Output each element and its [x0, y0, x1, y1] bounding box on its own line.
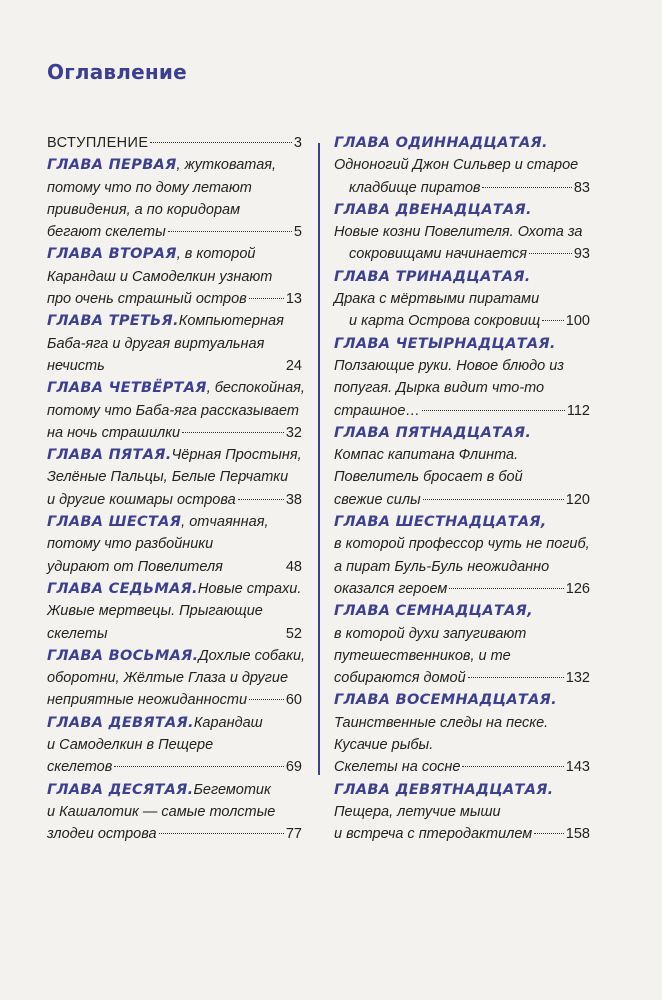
- page-number: 24: [285, 357, 302, 374]
- toc-entry[interactable]: [47, 310, 302, 377]
- dot-leader: [238, 499, 284, 500]
- chapter-description: бегают скелеты: [47, 224, 166, 241]
- toc-line: [334, 221, 590, 243]
- toc-line: [47, 511, 302, 533]
- chapter-description: Новые козни Повелителя. Охота за: [334, 224, 583, 241]
- chapter-description: страшное…: [334, 402, 420, 419]
- chapter-heading: ГЛАВА ВОСЕМНАДЦАТАЯ.: [334, 692, 557, 709]
- chapter-description: Чёрная Простыня,: [171, 447, 302, 464]
- chapter-heading: ГЛАВА ВТОРАЯ: [47, 246, 177, 263]
- chapter-heading: ГЛАВА СЕМНАДЦАТАЯ,: [334, 603, 533, 620]
- dot-leader: [482, 187, 571, 188]
- toc-line: [47, 756, 302, 778]
- toc-line: [47, 623, 302, 645]
- chapter-description: про очень страшный остров: [47, 291, 247, 308]
- dot-leader: [249, 699, 284, 700]
- chapter-description: Живые мертвецы. Прыгающие: [47, 603, 263, 620]
- toc-line: [47, 154, 302, 176]
- toc-entry[interactable]: [334, 779, 590, 846]
- chapter-heading: ГЛАВА ВОСЬМАЯ.: [47, 647, 199, 664]
- page-number: 3: [293, 135, 302, 151]
- toc-line: [334, 132, 590, 154]
- chapter-description: Ползающие руки. Новое блюдо из: [334, 357, 565, 374]
- dot-leader: [249, 298, 284, 299]
- page-number: 93: [573, 246, 590, 263]
- toc-line: [47, 243, 302, 265]
- toc-line: [334, 400, 590, 422]
- toc-line: [334, 422, 590, 444]
- page-number: 13: [285, 291, 302, 308]
- toc-left-column: [47, 132, 306, 846]
- toc-line: [47, 734, 302, 756]
- dot-leader: [182, 432, 284, 433]
- dot-leader: [114, 766, 284, 767]
- toc-line: [334, 444, 590, 466]
- toc-line: [334, 177, 590, 199]
- chapter-description: Одноногий Джон Сильвер и старое: [334, 157, 579, 174]
- page-number: 48: [285, 558, 302, 575]
- dot-leader: [107, 365, 284, 366]
- chapter-description: оказался героем: [334, 580, 448, 597]
- dot-leader: [534, 833, 564, 834]
- toc-line: [334, 266, 590, 288]
- toc-line: [334, 756, 590, 778]
- toc-line: [334, 734, 590, 756]
- toc-line: [334, 556, 590, 578]
- chapter-description: Компьютерная: [178, 313, 284, 330]
- toc-line: [47, 288, 302, 310]
- page-number: 60: [285, 692, 302, 709]
- chapter-description: потому что по дому летают: [47, 179, 252, 196]
- chapter-description: привидения, а по коридорам: [47, 201, 241, 218]
- toc-line: [47, 667, 302, 689]
- chapter-description: кладбище пиратов: [349, 179, 481, 196]
- chapter-description: скелетов: [47, 759, 113, 776]
- toc-entry[interactable]: [334, 199, 590, 266]
- dot-leader: [462, 766, 563, 767]
- toc-entry[interactable]: [47, 645, 306, 712]
- page-number: 158: [565, 826, 590, 843]
- chapter-heading: ГЛАВА ШЕСТНАДЦАТАЯ,: [334, 514, 547, 531]
- chapter-description: свежие силы: [334, 491, 421, 508]
- page-title: Оглавление: [47, 60, 187, 84]
- toc-line: [47, 377, 305, 399]
- chapter-heading: ГЛАВА ОДИННАДЦАТАЯ.: [334, 135, 548, 151]
- page-number: 143: [565, 759, 590, 776]
- toc-line: [47, 712, 302, 734]
- chapter-description: попугая. Дырка видит что-то: [334, 380, 545, 397]
- toc-right-column: [334, 132, 590, 846]
- page-number: 5: [293, 224, 302, 241]
- chapter-description: скелеты: [47, 625, 108, 642]
- toc-line: [334, 823, 590, 845]
- toc-entry[interactable]: [47, 377, 305, 444]
- chapter-description: в которой духи запугивают: [334, 625, 527, 642]
- chapter-description: , жутковатая,: [176, 157, 277, 174]
- dot-leader: [423, 499, 564, 500]
- toc-line: [334, 689, 590, 711]
- chapter-description: ВСТУПЛЕНИЕ: [47, 135, 149, 151]
- chapter-description: путешественников, и те: [334, 647, 511, 664]
- toc-line: [334, 199, 590, 221]
- toc-line: [334, 333, 590, 355]
- page-number: 52: [285, 625, 302, 642]
- page-number: 32: [285, 424, 302, 441]
- toc-line: [334, 355, 590, 377]
- dot-leader: [468, 677, 564, 678]
- chapter-description: Дохлые собаки,: [198, 647, 306, 664]
- toc-line: [47, 466, 302, 488]
- chapter-heading: ГЛАВА ПЯТАЯ.: [47, 447, 172, 464]
- toc-entry[interactable]: [334, 422, 590, 511]
- chapter-heading: ГЛАВА ТРИНАДЦАТАЯ.: [334, 268, 531, 285]
- toc-line: [47, 444, 302, 466]
- chapter-description: , беспокойная,: [206, 380, 305, 397]
- dot-leader: [168, 231, 292, 232]
- toc-entry[interactable]: [334, 511, 590, 600]
- toc-entry[interactable]: [47, 511, 302, 578]
- chapter-heading: ГЛАВА ДЕСЯТАЯ.: [47, 781, 194, 798]
- toc-line: [334, 310, 590, 332]
- toc-line: [47, 177, 302, 199]
- chapter-description: собираются домой: [334, 670, 466, 687]
- chapter-description: Бегемотик: [193, 781, 271, 798]
- dot-leader: [159, 833, 284, 834]
- chapter-description: нечисть: [47, 357, 105, 374]
- toc-line: [47, 779, 302, 801]
- chapter-heading: ГЛАВА ПЯТНАДЦАТАЯ.: [334, 424, 532, 441]
- toc-entry[interactable]: [47, 712, 302, 779]
- toc-line: [334, 600, 590, 622]
- toc-entry[interactable]: [47, 154, 302, 243]
- chapter-description: на ночь страшилки: [47, 424, 181, 441]
- chapter-description: , в которой: [176, 246, 256, 263]
- dot-leader: [110, 633, 284, 634]
- chapter-description: Драка с мёртвыми пиратами: [334, 291, 540, 308]
- chapter-description: Новые страхи.: [197, 580, 302, 597]
- toc-entry[interactable]: [334, 689, 590, 778]
- column-divider: [318, 143, 320, 775]
- toc-line: [334, 779, 590, 801]
- toc-line: [47, 823, 302, 845]
- dot-leader: [225, 566, 284, 567]
- chapter-description: и карта Острова сокровищ: [349, 313, 541, 330]
- toc-line: [334, 511, 590, 533]
- chapter-description: сокровищами начинается: [349, 246, 528, 263]
- toc-line: [334, 801, 590, 823]
- toc-line: [47, 199, 302, 221]
- chapter-description: Баба-яга и другая виртуальная: [47, 335, 265, 352]
- chapter-heading: ГЛАВА ДЕВЯТАЯ.: [47, 714, 194, 731]
- chapter-description: в которой профессор чуть не погиб,: [334, 536, 590, 553]
- toc-line: [47, 578, 302, 600]
- page-number: 38: [285, 491, 302, 508]
- chapter-heading: ГЛАВА СЕДЬМАЯ.: [47, 580, 198, 597]
- toc-line: [334, 288, 590, 310]
- chapter-description: потому что разбойники: [47, 536, 214, 553]
- toc-line: [47, 132, 302, 154]
- chapter-description: потому что Баба-яга рассказывает: [47, 402, 299, 419]
- toc-line: [334, 578, 590, 600]
- page-number: 69: [285, 759, 302, 776]
- dot-leader: [542, 320, 564, 321]
- toc-entry[interactable]: [334, 266, 590, 333]
- chapter-description: и встреча с птеродактилем: [334, 826, 533, 843]
- page-number: 112: [566, 402, 590, 419]
- toc-line: [47, 489, 302, 511]
- toc-line: [334, 533, 590, 555]
- page-number: 77: [285, 826, 302, 843]
- chapter-heading: ГЛАВА ЧЕТЫРНАДЦАТАЯ.: [334, 335, 556, 352]
- toc-line: [334, 623, 590, 645]
- toc-line: [47, 801, 302, 823]
- chapter-description: оборотни, Жёлтые Глаза и другие: [47, 670, 289, 687]
- toc-line: [334, 667, 590, 689]
- dot-leader: [150, 142, 292, 143]
- page-number: 100: [565, 313, 590, 330]
- page-number: 83: [573, 179, 590, 196]
- toc-entry[interactable]: [334, 132, 590, 199]
- toc-line: [47, 556, 302, 578]
- toc-entry[interactable]: [334, 333, 590, 422]
- chapter-description: и другие кошмары острова: [47, 491, 236, 508]
- chapter-heading: ГЛАВА ПЕРВАЯ: [47, 157, 177, 174]
- chapter-description: Скелеты на сосне: [334, 759, 461, 776]
- toc-entry[interactable]: [47, 243, 302, 310]
- toc-entry[interactable]: [47, 132, 302, 154]
- toc-line: [47, 355, 302, 377]
- toc-line: [334, 645, 590, 667]
- chapter-heading: ГЛАВА ЧЕТВЁРТАЯ: [47, 380, 207, 397]
- chapter-heading: ГЛАВА ШЕСТАЯ: [47, 514, 182, 531]
- chapter-description: неприятные неожиданности: [47, 692, 248, 709]
- toc-entry[interactable]: [334, 600, 590, 689]
- chapter-description: Пещера, летучие мыши: [334, 803, 501, 820]
- toc-line: [47, 310, 302, 332]
- toc-line: [47, 422, 302, 444]
- page-number: 120: [565, 491, 590, 508]
- toc-line: [47, 266, 302, 288]
- toc-line: [47, 689, 302, 711]
- chapter-description: удирают от Повелителя: [47, 558, 223, 575]
- chapter-description: Карандаш: [193, 714, 263, 731]
- chapter-description: , отчаянная,: [181, 514, 269, 531]
- toc-line: [334, 712, 590, 734]
- toc-line: [47, 645, 306, 667]
- dot-leader: [422, 410, 565, 411]
- toc-entry[interactable]: [47, 444, 302, 511]
- chapter-description: злодеи острова: [47, 826, 157, 843]
- toc-line: [334, 466, 590, 488]
- toc-line: [47, 533, 302, 555]
- toc-line: [47, 600, 302, 622]
- chapter-description: Повелитель бросает в бой: [334, 469, 523, 486]
- toc-line: [334, 489, 590, 511]
- toc-line: [47, 221, 302, 243]
- page-number: 132: [565, 670, 590, 687]
- chapter-heading: ГЛАВА ТРЕТЬЯ.: [47, 313, 179, 330]
- chapter-heading: ГЛАВА ДВЕНАДЦАТАЯ.: [334, 201, 532, 218]
- toc-entry[interactable]: [47, 779, 302, 846]
- toc-line: [334, 243, 590, 265]
- toc-line: [47, 333, 302, 355]
- toc-line: [334, 377, 590, 399]
- dot-leader: [529, 253, 572, 254]
- toc-entry[interactable]: [47, 578, 302, 645]
- chapter-description: и Кашалотик — самые толстые: [47, 803, 276, 820]
- chapter-description: а пират Буль-Буль неожиданно: [334, 558, 550, 575]
- chapter-description: и Самоделкин в Пещере: [47, 737, 214, 754]
- chapter-description: Компас капитана Флинта.: [334, 447, 519, 464]
- toc-line: [334, 154, 590, 176]
- page-number: 126: [565, 580, 590, 597]
- chapter-description: Таинственные следы на песке.: [334, 714, 549, 731]
- chapter-description: Кусачие рыбы.: [334, 737, 434, 754]
- chapter-description: Карандаш и Самоделкин узнают: [47, 268, 273, 285]
- toc-line: [47, 400, 302, 422]
- chapter-heading: ГЛАВА ДЕВЯТНАДЦАТАЯ.: [334, 781, 554, 798]
- chapter-description: Зелёные Пальцы, Белые Перчатки: [47, 469, 289, 486]
- dot-leader: [449, 588, 563, 589]
